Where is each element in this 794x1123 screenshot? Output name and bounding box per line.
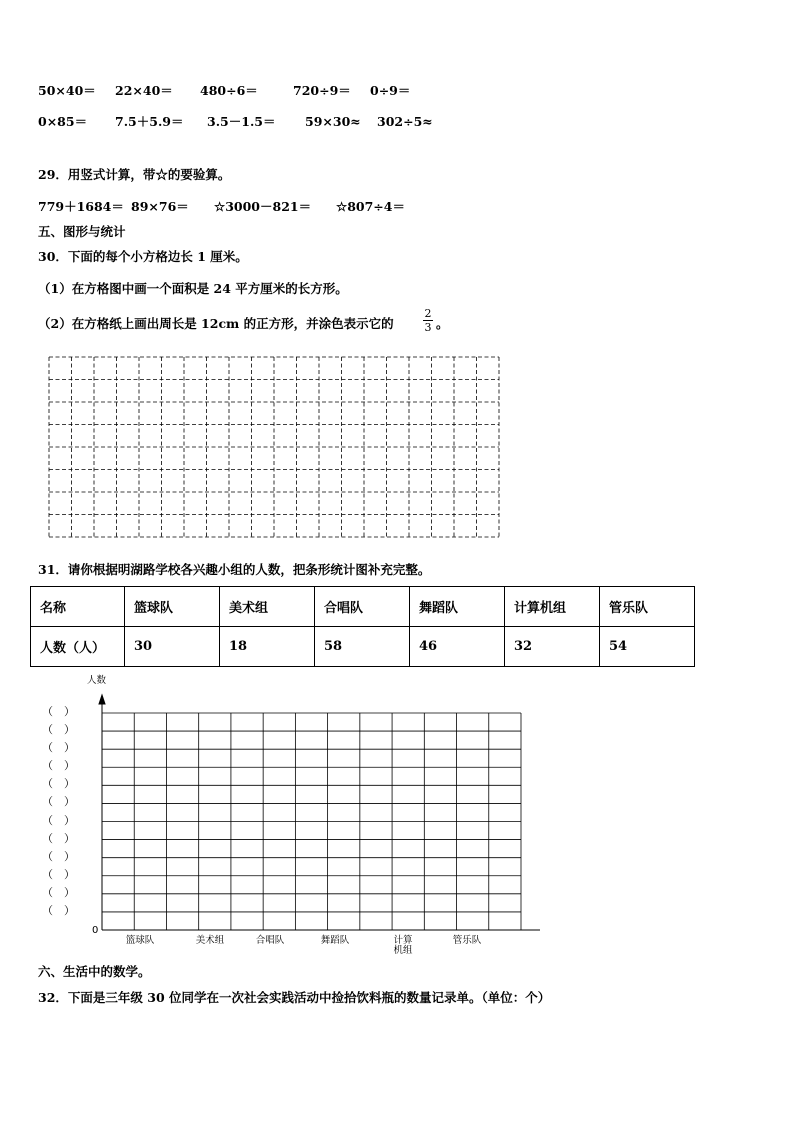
y-tick-blank[interactable]: （ ）	[42, 903, 75, 917]
calc-59x30: 59×30≈	[305, 114, 361, 129]
y-tick-blank[interactable]: （ ）	[42, 813, 75, 827]
x-tick-label: 舞蹈队	[320, 935, 350, 946]
fraction-denominator: 3	[424, 321, 432, 334]
table-cell: 管乐队	[600, 587, 695, 627]
section-5-heading: 五、图形与统计	[38, 224, 126, 239]
x-tick-label: 管乐队	[452, 935, 482, 946]
q32-title: 32．下面是三年级 30 位同学在一次社会实践活动中捡拾饮料瓶的数量记录单。（单位：个）	[38, 990, 551, 1005]
y-tick-blank[interactable]: （ ）	[42, 723, 75, 737]
table-cell: 30	[125, 627, 220, 667]
table-cell: 名称	[31, 587, 125, 627]
table-cell: 54	[600, 627, 695, 667]
fraction-numerator: 2	[424, 307, 432, 320]
table-cell: 舞蹈队	[410, 587, 505, 627]
q29-title: 29．用竖式计算，带☆的要验算。	[38, 167, 231, 182]
x-tick-label: 计算 机组	[393, 935, 413, 957]
y-tick-blank[interactable]: （ ）	[42, 831, 75, 845]
y-axis-arrow-icon	[99, 695, 105, 704]
table-cell: 58	[315, 627, 410, 667]
x-tick-label: 篮球队	[125, 935, 155, 946]
q30-part2: （2）在方格纸上画出周长是 12cm 的正方形，并涂色表示它的	[38, 316, 394, 331]
q30-part1: （1）在方格图中画一个面积是 24 平方厘米的长方形。	[38, 281, 348, 296]
q29-item-2: 89×76＝	[131, 199, 189, 214]
calc-0div9: 0÷9＝	[370, 83, 411, 98]
table-cell: 美术组	[220, 587, 315, 627]
chart-y-axis-label: 人数	[87, 675, 107, 686]
y-tick-blank[interactable]: （ ）	[42, 705, 75, 718]
calc-50x40: 50×40＝	[38, 83, 96, 98]
calc-302div5: 302÷5≈	[377, 114, 433, 129]
section-6-heading: 六、生活中的数学。	[38, 964, 151, 979]
calc-0x85: 0×85＝	[38, 114, 88, 129]
q29-item-4: ☆807÷4＝	[336, 199, 405, 214]
calc-7.5plus5.9: 7.5＋5.9＝	[115, 114, 184, 129]
y-tick-blank[interactable]: （ ）	[42, 777, 75, 791]
calc-720div9: 720÷9＝	[293, 83, 351, 98]
calc-3.5minus1.5: 3.5－1.5＝	[207, 114, 276, 129]
table-cell: 篮球队	[125, 587, 220, 627]
y-tick-blank[interactable]: （ ）	[42, 795, 75, 809]
table-cell: 合唱队	[315, 587, 410, 627]
y-tick-blank[interactable]: （ ）	[42, 849, 75, 863]
calc-480div6: 480÷6＝	[200, 83, 258, 98]
x-tick-label: 美术组	[195, 935, 225, 946]
calc-22x40: 22×40＝	[115, 83, 173, 98]
x-tick-label: 合唱队	[255, 935, 285, 946]
q29-item-3: ☆3000－821＝	[214, 199, 312, 214]
table-cell: 18	[220, 627, 315, 667]
table-cell: 32	[505, 627, 600, 667]
table-cell: 46	[410, 627, 505, 667]
q31-title: 31．请你根据明湖路学校各兴趣小组的人数，把条形统计图补充完整。	[38, 562, 431, 577]
chart-origin-label: 0	[92, 925, 99, 936]
table-cell: 计算机组	[505, 587, 600, 627]
q30-title: 30．下面的每个小方格边长 1 厘米。	[38, 249, 248, 264]
q29-item-1: 779＋1684＝	[38, 199, 124, 214]
y-tick-blank[interactable]: （ ）	[42, 885, 75, 899]
q30-part2-end: 。	[436, 316, 449, 331]
y-tick-blank[interactable]: （ ）	[42, 867, 75, 881]
y-tick-blank[interactable]: （ ）	[42, 759, 75, 773]
table-cell: 人数（人）	[31, 627, 125, 667]
y-tick-blank[interactable]: （ ）	[42, 741, 75, 755]
